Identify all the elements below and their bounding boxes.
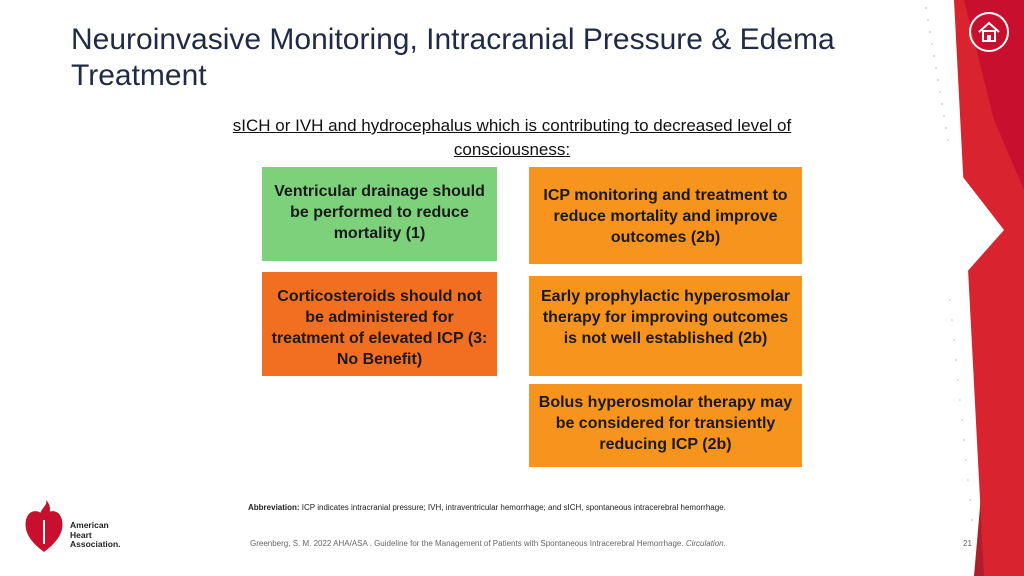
abbreviation-text: ICP indicates intracranial pressure; IVH, intraventricular hemorrhage; and sICH, spontaneous intracerebral hemorrhage. <box>301 503 726 512</box>
abbreviation-label: Abbreviation: <box>248 503 300 512</box>
box-text: Early prophylactic hyperosmolar therapy for improving outcomes is not well established (2b) <box>541 288 790 347</box>
home-icon <box>971 14 1007 50</box>
abbreviation-note <box>248 503 726 512</box>
logo-line-2: Heart <box>70 529 92 540</box>
slide-title: Neuroinvasive Monitoring, Intracranial Pressure & Edema Treatment <box>71 23 835 92</box>
recommendation-box-corticosteroids <box>262 272 497 376</box>
slide-subtitle: sICH or IVH and hydrocephalus which is contributing to decreased level of consciousness: <box>232 116 792 159</box>
logo-wordmark <box>70 521 121 550</box>
recommendation-box-prophylactic-hyperosmolar <box>529 276 802 376</box>
box-text: Ventricular drainage should be performed to reduce mortality (1) <box>274 183 485 242</box>
recommendation-box-icp-monitoring <box>529 167 802 264</box>
citation-journal: Circulation. <box>685 539 726 548</box>
box-text: Bolus hyperosmolar therapy may be considered for transiently reducing ICP (2b) <box>538 394 793 453</box>
box-text: ICP monitoring and treatment to reduce mortality and improve outcomes (2b) <box>543 187 788 246</box>
citation-text: Greenberg, S. M. 2022 AHA/ASA . Guideline for the Management of Patients with Spontaneous Intracerebral Hemorrhage. <box>250 539 684 548</box>
box-text: Corticosteroids should not be administered for treatment of elevated ICP (3: No Benefit) <box>271 288 488 368</box>
recommendation-box-ventricular-drainage <box>262 167 497 261</box>
home-button[interactable] <box>969 12 1009 52</box>
logo-line-3: Association. <box>70 539 121 549</box>
page-number: 21 <box>963 539 972 548</box>
logo-line-1: American <box>70 520 109 530</box>
citation <box>250 539 726 548</box>
recommendation-box-bolus-hyperosmolar <box>529 384 802 467</box>
